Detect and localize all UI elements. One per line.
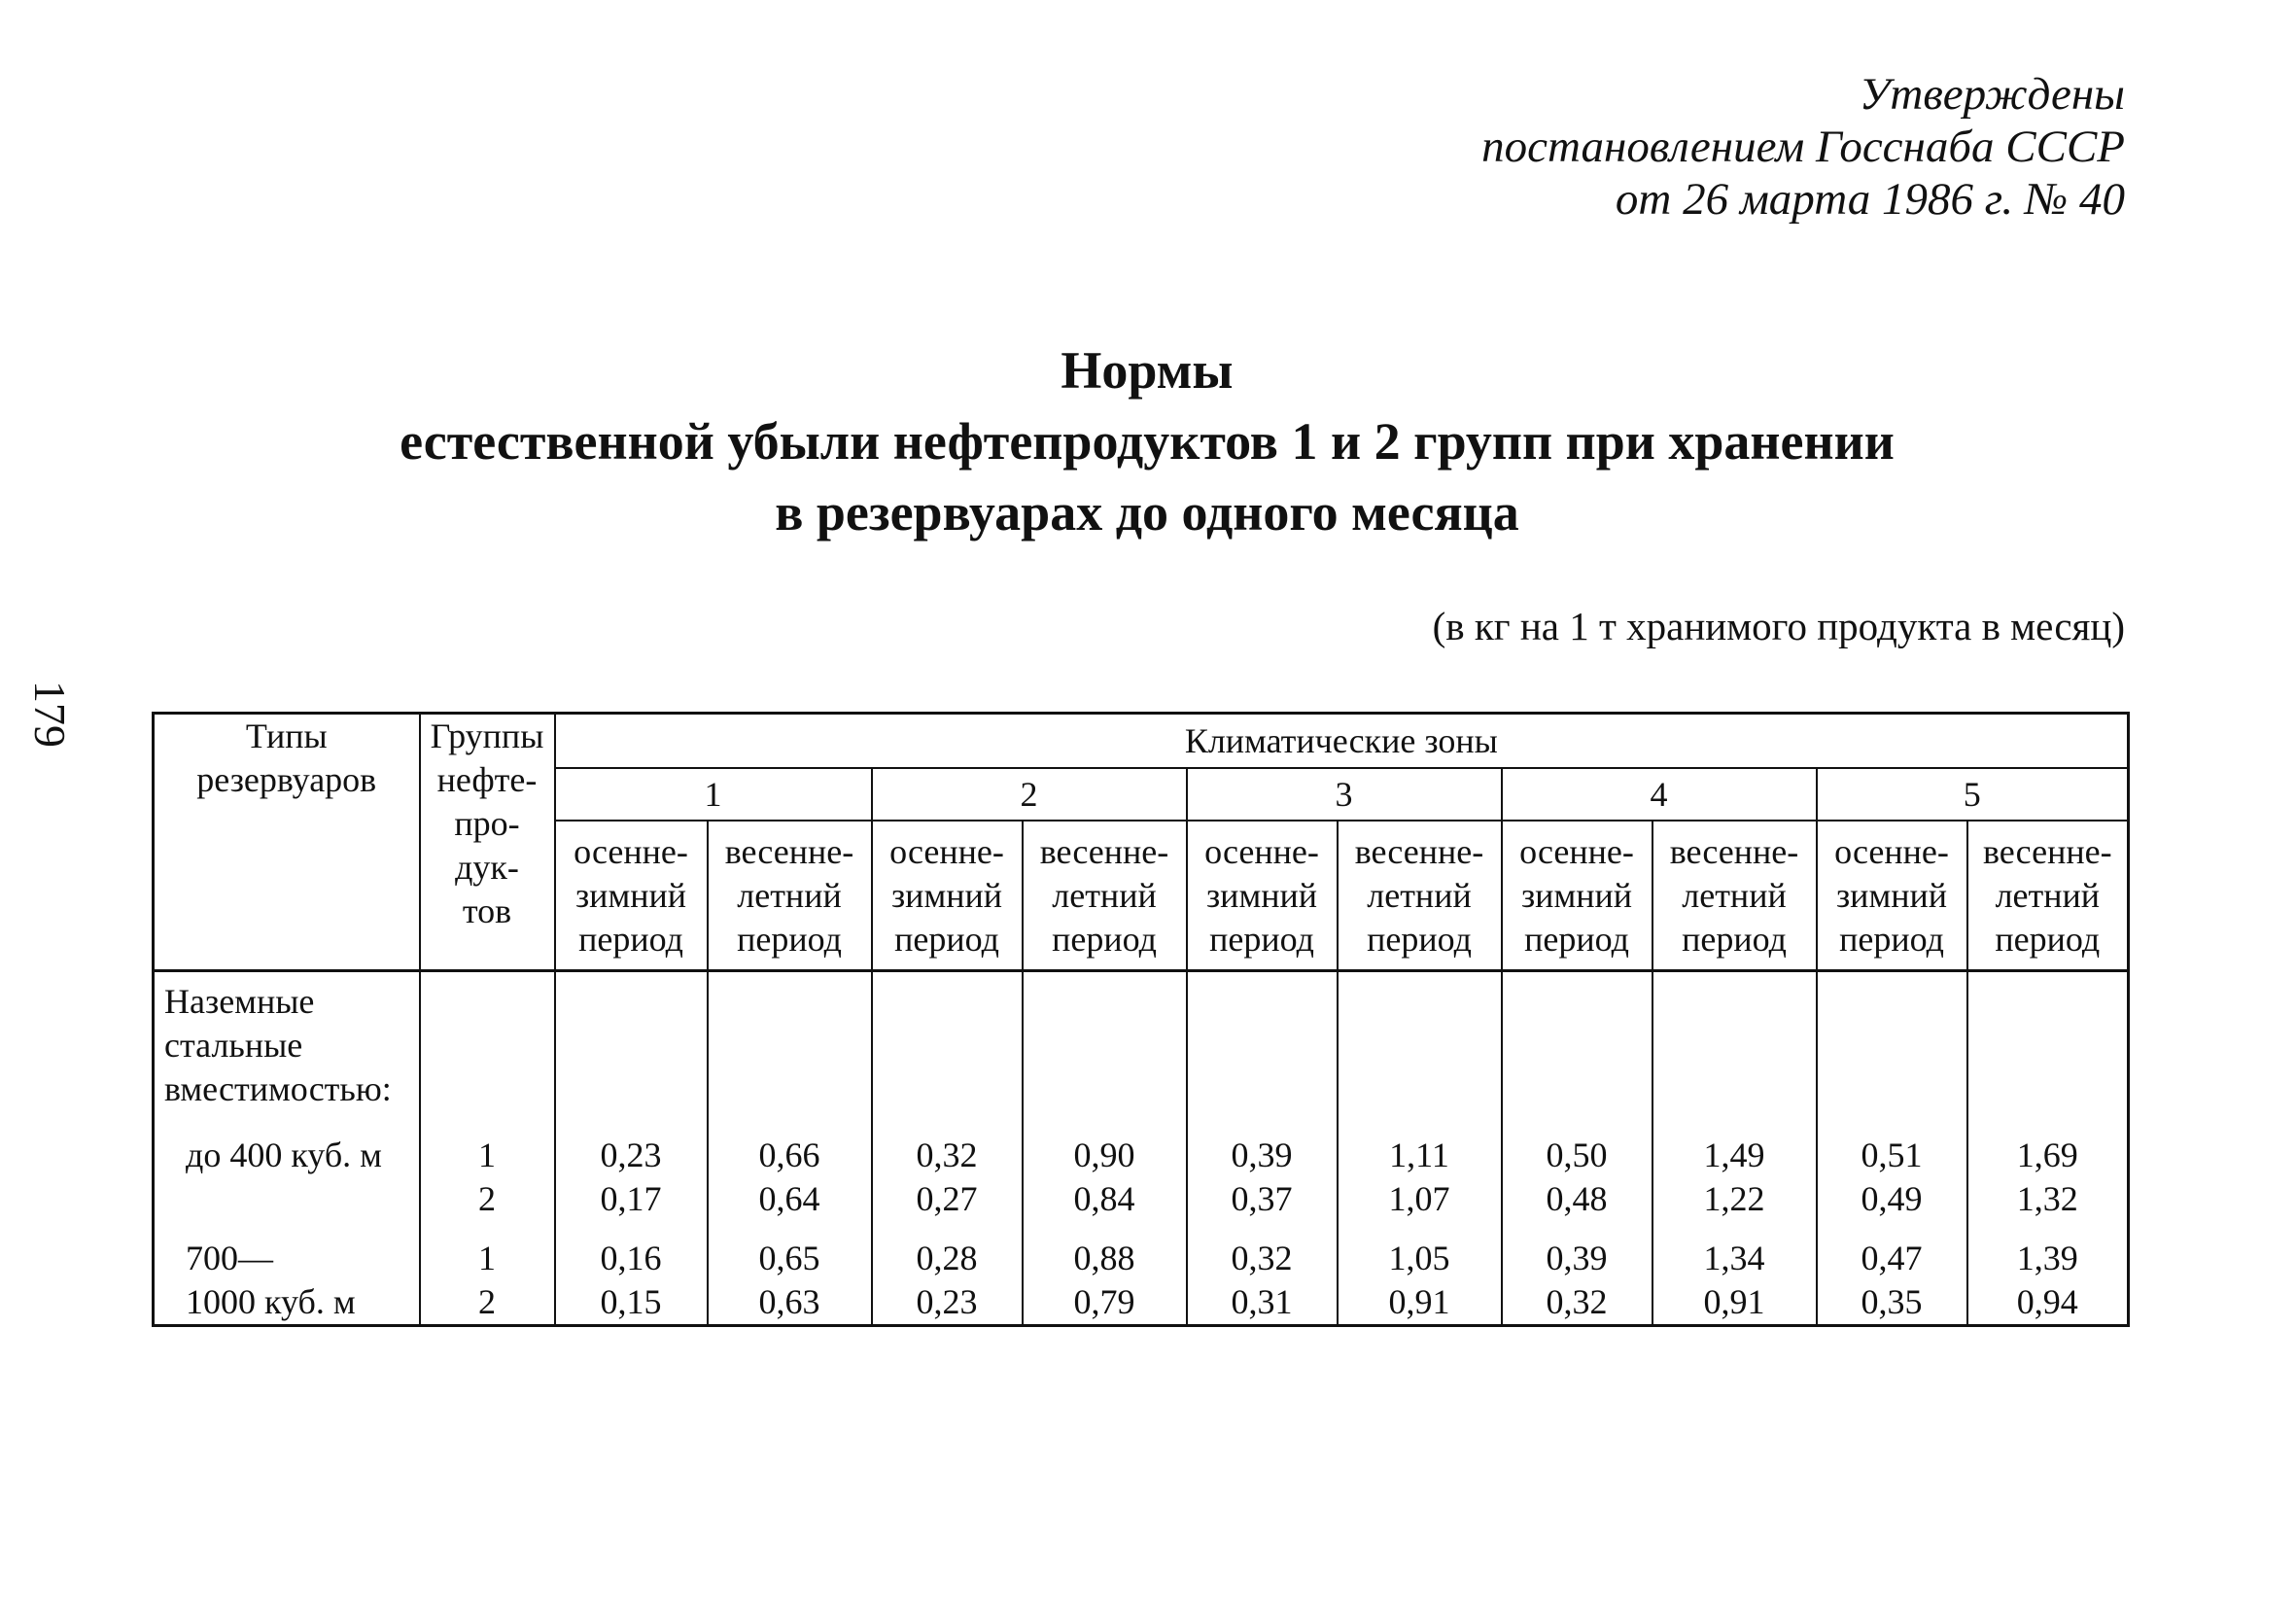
approval-line-2: постановлением Госснаба СССР: [1481, 122, 2125, 172]
reservoir-capacity-label: [154, 1177, 420, 1221]
reservoir-capacity-label: 1000 куб. м: [154, 1280, 420, 1326]
spacer-cell: [420, 1221, 555, 1237]
loss-norm-value: 0,31: [1187, 1280, 1338, 1326]
loss-norm-value: 0,32: [1187, 1237, 1338, 1280]
spacer-cell: [872, 1221, 1023, 1237]
loss-norm-value: 0,91: [1652, 1280, 1817, 1326]
header-spring-summer-period: весенне- летний период: [1338, 821, 1502, 971]
header-autumn-winter-period: осенне- зимний период: [1502, 821, 1652, 971]
empty-cell: [1187, 971, 1338, 1135]
loss-norm-value: 1,22: [1652, 1177, 1817, 1221]
header-zone-3: 3: [1187, 768, 1502, 821]
header-reservoir-types: Типы резервуаров: [154, 714, 420, 971]
loss-norm-value: 0,32: [1502, 1280, 1652, 1326]
loss-norm-value: 1,05: [1338, 1237, 1502, 1280]
units-note: (в кг на 1 т хранимого продукта в месяц): [1432, 604, 2125, 648]
table-row: [154, 1280, 2129, 1326]
header-zone-1: 1: [555, 768, 872, 821]
loss-norm-value: 1,11: [1338, 1134, 1502, 1177]
empty-cell: [1967, 971, 2129, 1135]
header-spring-summer-period: весенне- летний период: [708, 821, 872, 971]
loss-norm-value: 0,94: [1967, 1280, 2129, 1326]
empty-cell: [555, 971, 708, 1135]
approval-line-3: от 26 марта 1986 г. № 40: [1615, 174, 2125, 225]
spacer-cell: [1023, 1221, 1187, 1237]
loss-norm-value: 0,48: [1502, 1177, 1652, 1221]
reservoir-capacity-label: до 400 куб. м: [154, 1134, 420, 1177]
spacer-cell: [1338, 1221, 1502, 1237]
reservoir-capacity-label: 700—: [154, 1237, 420, 1280]
category-label: Наземные стальные вместимостью:: [154, 971, 420, 1135]
header-autumn-winter-period: осенне- зимний период: [555, 821, 708, 971]
row-spacer: [154, 1221, 2129, 1237]
table-row: [154, 1177, 2129, 1221]
loss-norm-value: 0,79: [1023, 1280, 1187, 1326]
loss-norm-value: 0,65: [708, 1237, 872, 1280]
loss-norm-value: 1,39: [1967, 1237, 2129, 1280]
product-group-value: 1: [420, 1134, 555, 1177]
spacer-cell: [1817, 1221, 1967, 1237]
header-autumn-winter-period: осенне- зимний период: [1817, 821, 1967, 971]
page-number: 179: [25, 681, 75, 748]
title-line-1: Нормы: [1061, 341, 1234, 400]
header-product-groups: Группы нефте- про- дук- тов: [420, 714, 555, 971]
table-row: [154, 971, 2129, 1135]
title-line-3: в резервуарах до одного месяца: [775, 483, 1519, 542]
loss-norm-value: 0,64: [708, 1177, 872, 1221]
header-spring-summer-period: весенне- летний период: [1023, 821, 1187, 971]
empty-cell: [708, 971, 872, 1135]
spacer-cell: [1502, 1221, 1652, 1237]
empty-cell: [872, 971, 1023, 1135]
document-title: [156, 335, 2139, 548]
loss-norm-value: 0,50: [1502, 1134, 1652, 1177]
title-line-2: естественной убыли нефтепродуктов 1 и 2 групп при хранении: [400, 412, 1895, 471]
loss-norm-value: 0,51: [1817, 1134, 1967, 1177]
table-row: [154, 1237, 2129, 1280]
spacer-cell: [1652, 1221, 1817, 1237]
loss-norm-value: 0,28: [872, 1237, 1023, 1280]
approval-note: [1481, 68, 2125, 226]
loss-norm-value: 0,63: [708, 1280, 872, 1326]
loss-norm-value: 0,49: [1817, 1177, 1967, 1221]
product-group-value: 2: [420, 1177, 555, 1221]
header-zone-2: 2: [872, 768, 1187, 821]
loss-norm-value: 0,90: [1023, 1134, 1187, 1177]
header-autumn-winter-period: осенне- зимний период: [1187, 821, 1338, 971]
loss-norm-value: 1,69: [1967, 1134, 2129, 1177]
loss-norm-value: 0,39: [1187, 1134, 1338, 1177]
loss-norm-value: 0,66: [708, 1134, 872, 1177]
product-group-value: 2: [420, 1280, 555, 1326]
empty-cell: [1338, 971, 1502, 1135]
empty-cell: [1652, 971, 1817, 1135]
header-zone-4: 4: [1502, 768, 1817, 821]
loss-norm-value: 0,23: [872, 1280, 1023, 1326]
spacer-cell: [708, 1221, 872, 1237]
loss-norm-value: 1,07: [1338, 1177, 1502, 1221]
empty-cell: [1502, 971, 1652, 1135]
loss-norm-value: 0,88: [1023, 1237, 1187, 1280]
loss-norm-value: 0,37: [1187, 1177, 1338, 1221]
norms-table: [152, 712, 2130, 1327]
loss-norm-value: 0,16: [555, 1237, 708, 1280]
loss-norm-value: 0,35: [1817, 1280, 1967, 1326]
spacer-cell: [154, 1221, 420, 1237]
table-row: [154, 1134, 2129, 1177]
spacer-cell: [1187, 1221, 1338, 1237]
loss-norm-value: 1,34: [1652, 1237, 1817, 1280]
loss-norm-value: 1,32: [1967, 1177, 2129, 1221]
spacer-cell: [1967, 1221, 2129, 1237]
approval-line-1: Утверждены: [1859, 69, 2125, 120]
empty-cell: [1817, 971, 1967, 1135]
header-climate-zones: Климатические зоны: [555, 714, 2129, 769]
loss-norm-value: 0,23: [555, 1134, 708, 1177]
empty-cell: [1023, 971, 1187, 1135]
loss-norm-value: 0,15: [555, 1280, 708, 1326]
loss-norm-value: 0,39: [1502, 1237, 1652, 1280]
header-zone-5: 5: [1817, 768, 2129, 821]
loss-norm-value: 0,84: [1023, 1177, 1187, 1221]
header-autumn-winter-period: осенне- зимний период: [872, 821, 1023, 971]
loss-norm-value: 0,91: [1338, 1280, 1502, 1326]
loss-norm-value: 0,27: [872, 1177, 1023, 1221]
spacer-cell: [555, 1221, 708, 1237]
loss-norm-value: 0,17: [555, 1177, 708, 1221]
product-group-value: 1: [420, 1237, 555, 1280]
empty-cell: [420, 971, 555, 1135]
loss-norm-value: 0,47: [1817, 1237, 1967, 1280]
loss-norm-value: 1,49: [1652, 1134, 1817, 1177]
header-spring-summer-period: весенне- летний период: [1967, 821, 2129, 971]
loss-norm-value: 0,32: [872, 1134, 1023, 1177]
header-spring-summer-period: весенне- летний период: [1652, 821, 1817, 971]
